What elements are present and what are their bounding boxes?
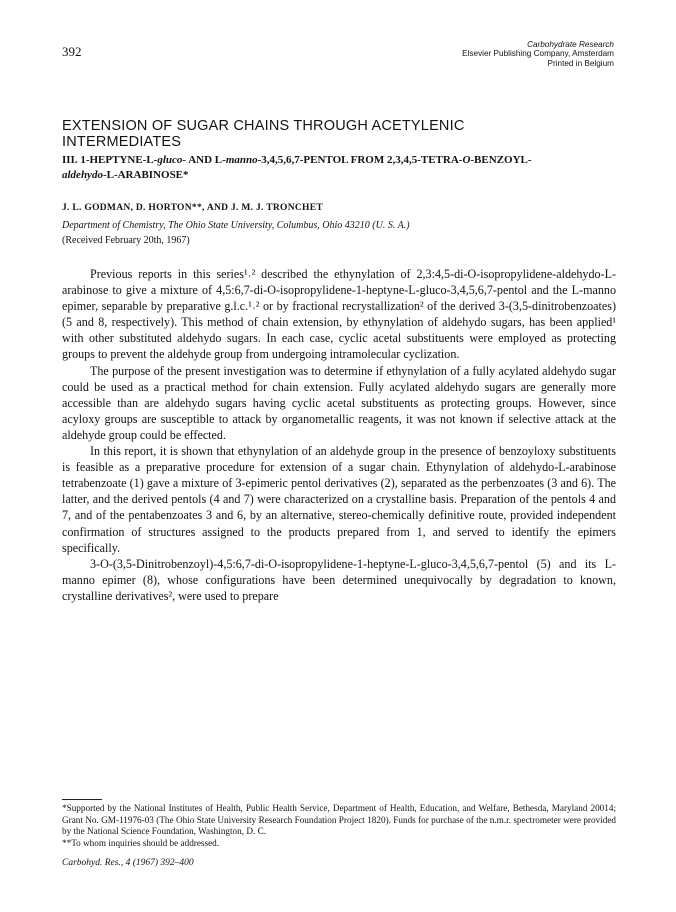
subtitle-part: AND L- bbox=[186, 154, 226, 166]
paragraph-4: 3-O-(3,5-Dinitrobenzoyl)-4,5:6,7-di-O-isopropylidene-1-heptyne-L-gluco-3,4,5,6,7-pentol (5) and its L-manno epimer (8), whose configurations have been determined unequivocally by degradation to known, crystalline derivatives², were used to prepare bbox=[62, 556, 616, 603]
publisher-block bbox=[462, 40, 614, 68]
paragraph-2: The purpose of the present investigation was to determine if ethynylation of a fully acylated aldehydo sugar could be used as a practical method for chain extension. Fully acylated aldehydo sugars are generally more accessible than are aldehydo sugars having cyclic acetal substituents as protecting groups. However, since acyloxy groups are susceptible to attack by organometallic reagents, it was not known if selective attack at the aldehyde group could be effected. bbox=[62, 363, 616, 442]
subtitle-part: -BENZOYL- bbox=[470, 154, 532, 166]
body-text bbox=[62, 266, 616, 604]
journal-citation: Carbohyd. Res., 4 (1967) 392–400 bbox=[62, 858, 194, 868]
article-title bbox=[62, 118, 622, 150]
subtitle-italic: O bbox=[462, 154, 471, 166]
subtitle-italic: aldehydo bbox=[62, 169, 103, 181]
footnote-2: **To whom inquiries should be addressed. bbox=[62, 837, 220, 848]
subtitle-italic: manno bbox=[225, 154, 258, 166]
subtitle-part: -3,4,5,6,7-PENTOL FROM 2,3,4,5-TETRA- bbox=[257, 154, 463, 166]
journal-name: Carbohydrate Research bbox=[527, 40, 614, 49]
footnotes bbox=[62, 803, 616, 849]
subtitle-part: III. 1-HEPTYNE-L- bbox=[62, 154, 158, 166]
paragraph-1: Previous reports in this series¹˒² described the ethynylation of 2,3:4,5-di-O-isopropylidene-aldehydo-L-arabinose to give a mixture of 4,5:6,7-di-O-isopropylidene-1-heptyne-L-gluco-3,4,5,6,7-pentol and the L-manno epimer, separable by preparative g.l.c.¹˒² or by fractional recrystallization² of the derived 3-(3,5-dinitrobenzoates) (5 and 8, respectively). This method of chain extension, by ethynylation of aldehydo sugars, has been applied¹ with other substituted aldehydo sugars. In each case, cyclic acetal substituents were employed as protecting groups to prevent the aldehyde group from undergoing intramolecular cyclization. bbox=[62, 267, 616, 362]
printed-location: Printed in Belgium bbox=[547, 58, 614, 68]
page-number: 392 bbox=[62, 44, 82, 59]
paragraph-3: In this report, it is shown that ethynylation of an aldehyde group in the presence of benzoyloxy substituents is feasible as a preparative procedure for extension of a sugar chain. Ethynylation of aldehydo-L-arabinose tetrabenzoate (1) gave a mixture of 3-epimeric pentol derivatives (2), separated as the perbenzoates (3 and 6). The latter, and the derived pentols (4 and 7) were characterized on a crystalline basis. Preparation of the pentols 4 and 7, and of the pentabenzoates 3 and 6, by an alternative, stereo-chemically definitive route, provided independent confirmation of structures assigned to the products prepared from 1, and served to identify the epimers specifically. bbox=[62, 444, 616, 555]
article-subtitle bbox=[62, 153, 632, 183]
footnote-rule bbox=[62, 799, 102, 800]
footnote-1: *Supported by the National Institutes of Health, Public Health Service, Department of Health, Education, and Welfare, Bethesda, Maryland 20014; Grant No. GM-11976-03 (The Ohio State University Research Foundation Project 1820). Funds for purchase of the n.m.r. spectrometer were provided by the National Science Foundation, Washington, D. C. bbox=[62, 803, 616, 837]
subtitle-italic: gluco- bbox=[157, 154, 187, 166]
title-line-1: EXTENSION OF SUGAR CHAINS THROUGH ACETYLENIC bbox=[62, 118, 465, 134]
publisher-name: Elsevier Publishing Company, Amsterdam bbox=[462, 49, 614, 59]
authors: J. L. GODMAN, D. HORTON**, AND J. M. J. TRONCHET bbox=[62, 203, 323, 213]
received-date: (Received February 20th, 1967) bbox=[62, 235, 190, 246]
affiliation: Department of Chemistry, The Ohio State University, Columbus, Ohio 43210 (U. S. A.) bbox=[62, 220, 410, 231]
title-line-2: INTERMEDIATES bbox=[62, 134, 182, 150]
subtitle-part: -L-ARABINOSE* bbox=[102, 169, 189, 181]
